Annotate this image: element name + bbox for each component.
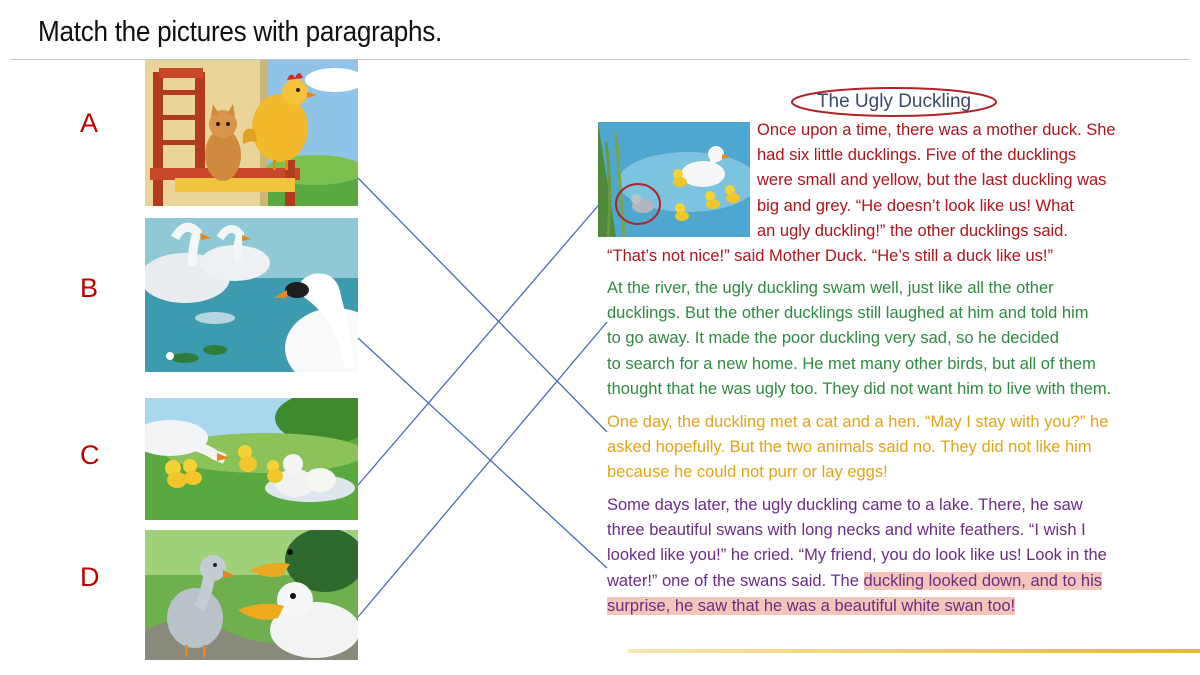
p3-line: One day, the duckling met a cat and a hen. “May I stay with you?” he bbox=[607, 413, 1109, 431]
p2-line: ducklings. But the other ducklings still laughed at him and told him bbox=[607, 304, 1089, 323]
label-b: B bbox=[80, 273, 99, 303]
p3-line: asked hopefully. But the two animals said no. They did not like him bbox=[607, 438, 1092, 457]
label-c: C bbox=[80, 440, 100, 470]
highlighted-text: duckling looked down, and to his bbox=[863, 571, 1102, 590]
p4-line: three beautiful swans with long necks and white feathers. “I wish I bbox=[607, 521, 1086, 540]
p4-plain-text: water!” one of the swans said. The bbox=[607, 571, 864, 590]
p1-line: were small and yellow, but the last duckling was bbox=[757, 171, 1107, 190]
p1-line: an ugly duckling!” the other ducklings said. bbox=[757, 221, 1068, 240]
paragraph-1-last-line bbox=[607, 244, 1127, 269]
p2-line: thought that he was ugly too. They did not want him to live with them. bbox=[607, 379, 1112, 398]
p2-line: to go away. It made the poor duckling very sad, so he decided bbox=[607, 329, 1059, 348]
p1-line: had six little ducklings. Five of the ducklings bbox=[757, 146, 1077, 165]
match-line-c bbox=[358, 200, 603, 485]
story-title-box bbox=[790, 86, 998, 118]
paragraph-1 bbox=[757, 118, 1117, 244]
paragraph-4 bbox=[607, 493, 1127, 619]
p4-line bbox=[607, 594, 1127, 619]
match-line-a bbox=[358, 178, 607, 432]
p4-line: looked like you!” he cried. “My friend, you do look like us! Look in the bbox=[607, 546, 1107, 565]
page-title: Match the pictures with paragraphs. bbox=[38, 16, 443, 48]
p3-line: because he could not purr or lay eggs! bbox=[607, 463, 888, 482]
label-d: D bbox=[80, 562, 100, 592]
bottom-accent-bar bbox=[628, 649, 1200, 653]
highlighted-text: surprise, he saw that he was a beautiful white swan too! bbox=[607, 596, 1016, 615]
p4-line: Some days later, the ugly duckling came to a lake. There, he saw bbox=[607, 496, 1083, 514]
p1-line: big and grey. “He doesn’t look like us! What bbox=[757, 196, 1075, 215]
p1-line: “That’s not nice!” said Mother Duck. “He’s still a duck like us!” bbox=[607, 247, 1053, 265]
match-line-d bbox=[358, 322, 607, 617]
duck-family-picture bbox=[598, 122, 750, 237]
paragraph-3 bbox=[607, 410, 1127, 486]
story-title: The Ugly Duckling bbox=[816, 91, 972, 112]
p2-line: to search for a new home. He met many other birds, but all of them bbox=[607, 354, 1096, 373]
label-a: A bbox=[80, 108, 99, 138]
p4-line bbox=[607, 569, 1127, 594]
paragraph-2 bbox=[607, 276, 1127, 402]
p1-line: Once upon a time, there was a mother duck. She bbox=[757, 121, 1116, 139]
p2-line: At the river, the ugly duckling swam well, just like all the other bbox=[607, 279, 1054, 297]
match-line-b bbox=[358, 338, 607, 568]
